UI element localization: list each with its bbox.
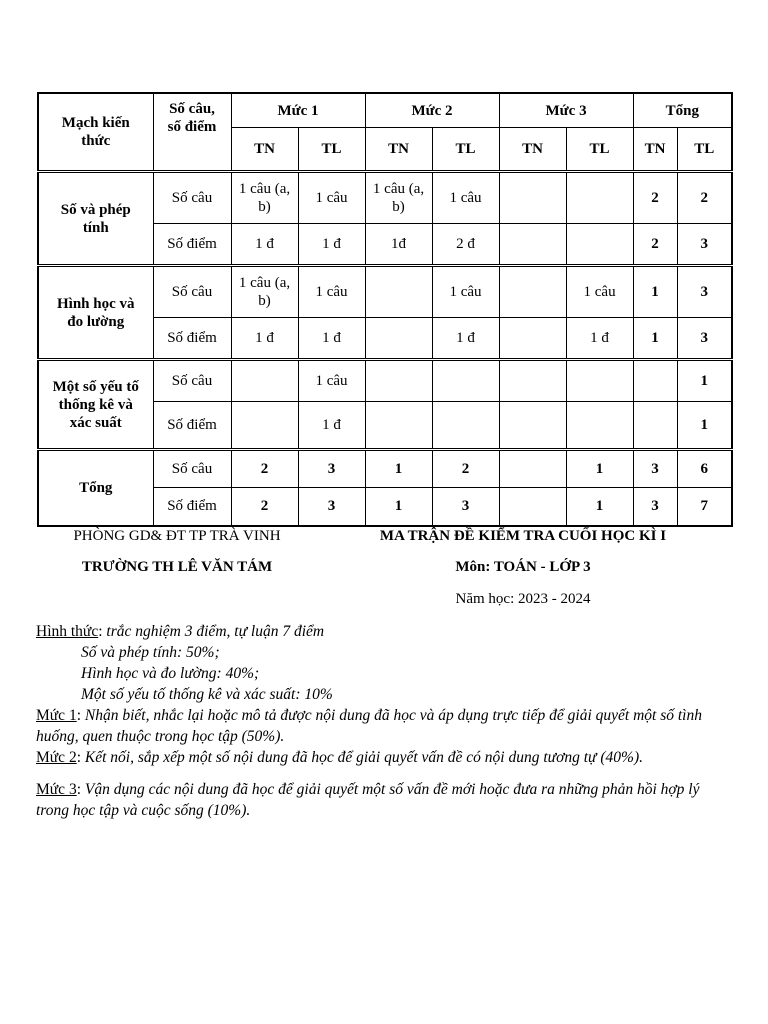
cell [365,360,432,402]
cell: 1 [566,450,633,488]
header-sub: TL [677,128,732,172]
cell: 2 [231,488,298,526]
subject-line: Môn: TOÁN - LỚP 3 [455,559,591,575]
cell: 3 [298,488,365,526]
form-label: Hình thức [36,623,99,640]
cell: 1 câu [298,360,365,402]
cell [499,402,566,450]
exam-matrix-table [37,92,733,527]
cell: 1 đ [231,318,298,360]
table-row [38,360,732,402]
level-3-text: Vận dụng các nội dung đã học để giải quyết một số vấn đề mới hoặc đưa ra những phản hồi hợp lý trong học tập và cuộc sống (10%). [36,781,700,819]
cell: 1 [566,488,633,526]
cell: 1 câu [566,266,633,318]
cell: 2 [231,450,298,488]
level-2-text: Kết nối, sắp xếp một số nội dung đã học để giải quyết vấn đề có nội dung tương tự (40%). [84,749,643,766]
header-sub: TN [231,128,298,172]
table-row [38,172,732,224]
cell: 1 câu (a, b) [365,172,432,224]
header-count-score: Số câu, số điểm [153,93,231,172]
level-2-line: Mức 2: Kết nối, sắp xếp một số nội dung đã học để giải quyết vấn đề có nội dung tương tự (40%). [36,749,643,766]
cell [365,318,432,360]
cell: 3 [298,450,365,488]
row-kind: Số điểm [153,318,231,360]
document-title: MA TRẬN ĐỀ KIỂM TRA CUỐI HỌC KÌ I [379,528,667,544]
cell: 1 câu [432,266,499,318]
cell [432,360,499,402]
cell [633,360,677,402]
row-topic: Một số yếu tố thống kê và xác suất [38,360,153,450]
cell: 2 đ [432,224,499,266]
cell [566,224,633,266]
cell [499,266,566,318]
table-row [38,266,732,318]
cell [499,172,566,224]
cell [499,224,566,266]
cell [365,266,432,318]
cell: 1 câu (a, b) [231,172,298,224]
cell: 2 [633,172,677,224]
level-1-text: Nhận biết, nhắc lại hoặc mô tả được nội dung đã học và áp dụng trực tiếp để giải quyết một số tình huống, quen thuộc trong học tập (50%). [36,707,702,745]
row-topic: Tổng [38,450,153,526]
row-kind: Số điểm [153,488,231,526]
form-text: trắc nghiệm 3 điểm, tự luận 7 điểm [106,623,325,640]
row-topic: Hình học và đo lường [38,266,153,360]
level-3-label: Mức 3 [36,781,77,798]
header-level-2: Mức 2 [365,93,499,128]
row-kind: Số câu [153,360,231,402]
form-item: Một số yếu tố thống kê và xác suất: 10% [81,686,333,703]
cell: 7 [677,488,732,526]
cell [499,450,566,488]
table-row [38,450,732,488]
row-kind: Số điểm [153,402,231,450]
cell [432,402,499,450]
exam-matrix-table-wrap [37,92,731,527]
cell [566,402,633,450]
form-item: Số và phép tính: 50%; [81,644,220,661]
cell [566,172,633,224]
header-sub: TN [633,128,677,172]
cell: 1 [677,360,732,402]
row-kind: Số câu [153,172,231,224]
notes-section [36,621,726,821]
level-2-label: Mức 2 [36,749,77,766]
header-sub: TN [499,128,566,172]
cell: 1 [365,450,432,488]
cell: 2 [677,172,732,224]
cell: 1 đ [298,318,365,360]
cell [499,360,566,402]
form-line: Hình thức: trắc nghiệm 3 điểm, tự luận 7 điểm [36,623,325,640]
cell: 3 [633,488,677,526]
cell [231,402,298,450]
header-topic: Mạch kiến thức [38,93,153,172]
cell: 1 đ [432,318,499,360]
cell: 1 câu [298,172,365,224]
cell: 1 đ [231,224,298,266]
header-total: Tổng [633,93,732,128]
row-kind: Số điểm [153,224,231,266]
cell: 2 [432,450,499,488]
header-level-3: Mức 3 [499,93,633,128]
header-level-1: Mức 1 [231,93,365,128]
cell: 3 [432,488,499,526]
cell: 3 [677,224,732,266]
school-name: TRƯỜNG TH LÊ VĂN TÁM [81,559,273,575]
cell [499,318,566,360]
cell [633,402,677,450]
header-sub: TL [566,128,633,172]
cell [365,402,432,450]
school-year: Năm học: 2023 - 2024 [455,591,591,607]
level-1-line: Mức 1: Nhận biết, nhắc lại hoặc mô tả được nội dung đã học và áp dụng trực tiếp để giải quyết một số tình huống, quen thuộc trong học tập (50%). [36,707,702,745]
level-1-label: Mức 1 [36,707,77,724]
cell: 1 câu [432,172,499,224]
cell: 1 đ [298,402,365,450]
cell: 1 đ [566,318,633,360]
form-item: Hình học và đo lường: 40%; [81,665,260,682]
header-sub: TN [365,128,432,172]
cell: 3 [677,318,732,360]
cell [499,488,566,526]
cell: 1 [365,488,432,526]
row-kind: Số câu [153,450,231,488]
row-kind: Số câu [153,266,231,318]
cell: 1 [633,266,677,318]
department-name: PHÒNG GD& ĐT TP TRÀ VINH [73,528,281,544]
cell: 1 đ [298,224,365,266]
cell: 2 [633,224,677,266]
cell: 6 [677,450,732,488]
cell: 1 [633,318,677,360]
header-sub: TL [298,128,365,172]
cell [566,360,633,402]
cell: 1 [677,402,732,450]
cell: 1 câu (a, b) [231,266,298,318]
cell: 3 [633,450,677,488]
row-topic: Số và phép tính [38,172,153,266]
cell: 1 câu [298,266,365,318]
cell: 3 [677,266,732,318]
level-3-line: Mức 3: Vận dụng các nội dung đã học để giải quyết một số vấn đề mới hoặc đưa ra những phản hồi hợp lý trong học tập và cuộc sống (10%). [36,781,700,819]
cell [231,360,298,402]
cell: 1đ [365,224,432,266]
header-sub: TL [432,128,499,172]
